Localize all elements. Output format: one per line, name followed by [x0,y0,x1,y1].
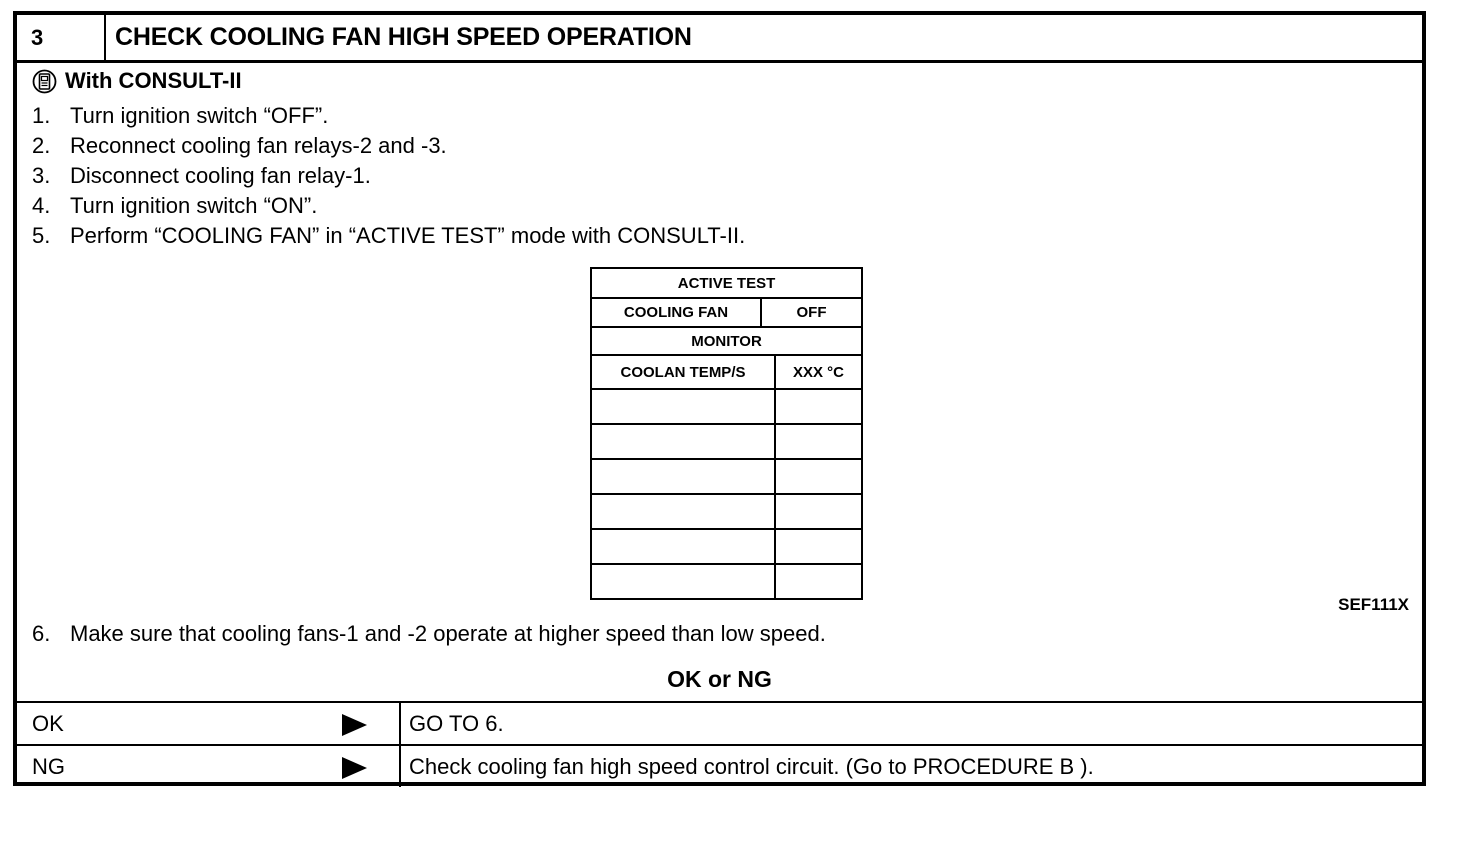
active-test-item-value: OFF [796,304,827,321]
divider [774,390,776,423]
divider [399,746,401,787]
result-action: GO TO 6. [409,711,504,736]
active-test-item-label: COOLING FAN [623,304,729,321]
result-key: OK [32,711,64,736]
table-row [592,495,861,530]
list-item [32,131,745,161]
monitor-item-label: COOLAN TEMP/S [620,363,746,381]
monitor-item-row [592,356,861,390]
procedure-box [13,11,1426,786]
step-list [32,101,745,251]
result-row-ok [17,701,1422,744]
step-index: 1. [32,103,51,128]
monitor-header-row [592,328,861,356]
monitor-item-value: XXX °C [792,363,844,381]
list-item [32,161,745,191]
table-row [592,530,861,565]
arrow-right-icon [342,757,367,779]
table-row [592,390,861,425]
step-index: 5. [32,223,51,248]
step-text: Perform “COOLING FAN” in “ACTIVE TEST” mode with CONSULT-II. [70,223,746,248]
active-test-item-row [592,299,861,328]
active-test-title-row [592,269,861,299]
divider [774,460,776,493]
divider [774,425,776,458]
step-index: 3. [32,163,51,188]
consult-heading [32,68,242,94]
divider [774,495,776,528]
arrow-right-icon [342,714,367,736]
result-row-ng [17,744,1422,787]
table-row [592,565,861,598]
step-text: Turn ignition switch “ON”. [70,193,318,218]
figure-id: SEF111X [1338,595,1409,614]
list-item [32,221,745,251]
step-text: Make sure that cooling fans-1 and -2 operate at higher speed than low speed. [70,621,826,646]
list-item [32,101,745,131]
step-text: Reconnect cooling fan relays-2 and -3. [70,133,447,158]
procedure-header [17,15,1422,63]
consult-tool-icon [32,69,57,94]
result-key: NG [32,754,65,779]
active-test-title: ACTIVE TEST [677,274,776,292]
result-action: Check cooling fan high speed control circuit. (Go to PROCEDURE B ). [409,754,1094,779]
active-test-screen [590,267,863,600]
result-prompt: OK or NG [667,666,772,692]
monitor-label: MONITOR [691,332,762,350]
list-item [32,191,745,221]
procedure-title: CHECK COOLING FAN HIGH SPEED OPERATION [115,23,692,51]
consult-label: With CONSULT-II [65,68,242,93]
divider [774,530,776,563]
step-index: 4. [32,193,51,218]
step-text: Turn ignition switch “OFF”. [70,103,329,128]
step-number: 3 [17,15,106,60]
table-row [592,425,861,460]
step-index: 2. [32,133,51,158]
table-row [592,460,861,495]
step-text: Disconnect cooling fan relay-1. [70,163,371,188]
list-item [32,621,826,647]
divider [399,703,401,744]
step-index: 6. [32,621,51,646]
divider [774,565,776,598]
